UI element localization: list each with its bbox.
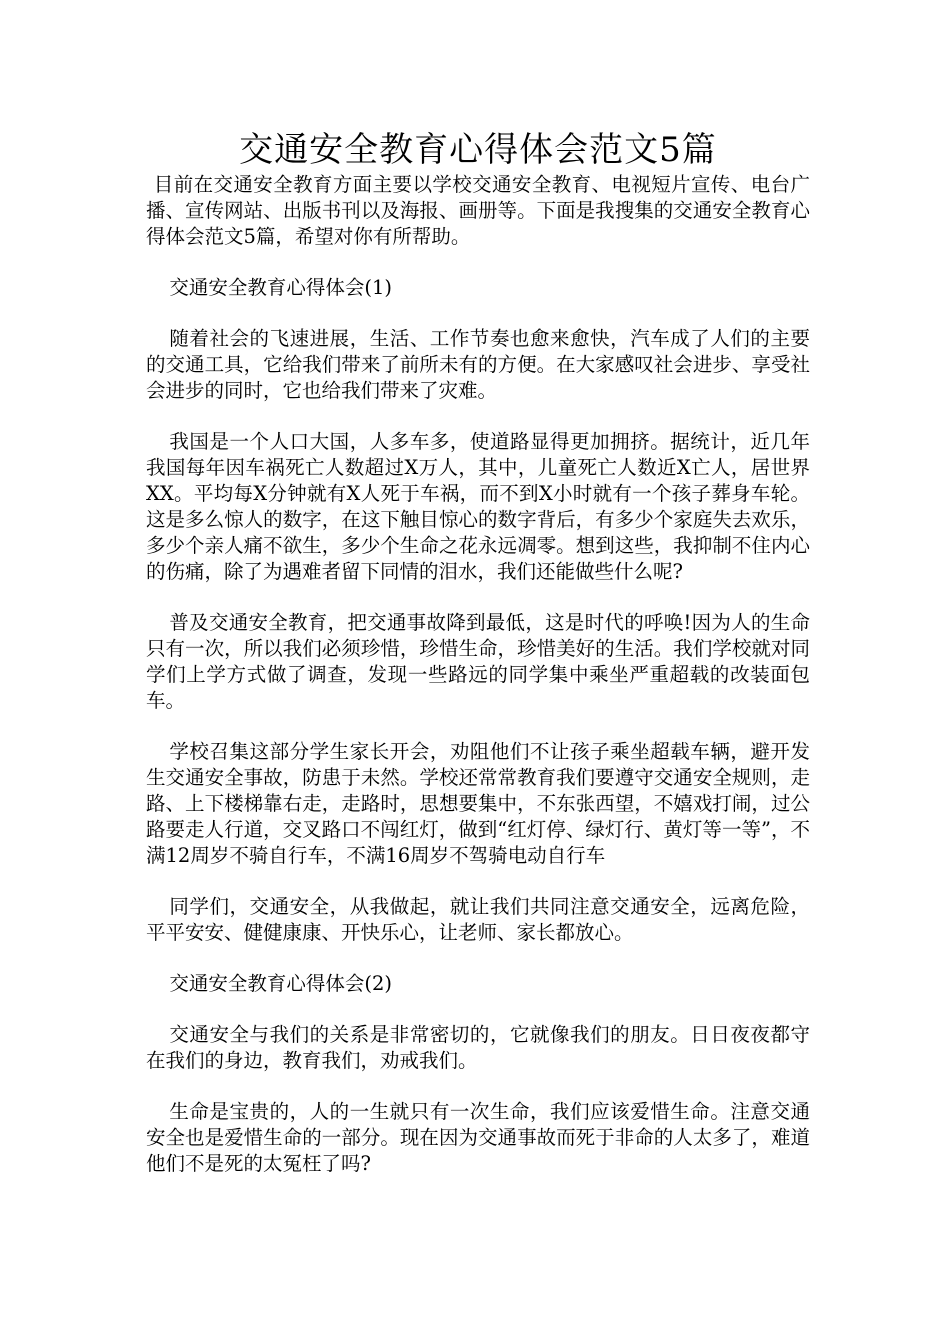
section-heading-1: 交通安全教育心得体会(1)	[169, 276, 393, 299]
body-paragraph: 我国是一个人口大国，人多车多，使道路显得更加拥挤。据统计，近几年我国每年因车祸死亡人数超过X万人，其中，儿童死亡人数近X亡人，居世界XX。平均每X分钟就有X人死于车祸，而不到X小时就有一个孩子葬身车轮。这是多么惊人的数字，在这下触目惊心的数字背后，有多少个家庭失去欢乐，多少个亲人痛不欲生，多少个生命之花永远凋零。想到这些，我抑制不住内心的伤痛，除了为遇难者留下同情的泪水，我们还能做些什么呢?	[146, 430, 810, 583]
body-paragraph: 普及交通安全教育，把交通事故降到最低，这是时代的呼唤!因为人的生命只有一次，所以我们必须珍惜，珍惜生命，珍惜美好的生活。我们学校就对同学们上学方式做了调查，发现一些路远的同学集中乘坐严重超载的改装面包车。	[146, 611, 810, 712]
intro-paragraph: 目前在交通安全教育方面主要以学校交通安全教育、电视短片宣传、电台广播、宣传网站、出版书刊以及海报、画册等。下面是我搜集的交通安全教育心得体会范文5篇，希望对你有所帮助。	[146, 173, 810, 248]
section-heading-2: 交通安全教育心得体会(2)	[169, 972, 393, 995]
body-paragraph: 交通安全与我们的关系是非常密切的，它就像我们的朋友。日日夜夜都守在我们的身边，教育我们，劝戒我们。	[146, 1023, 810, 1072]
document-title: 交通安全教育心得体会范文5篇	[239, 130, 717, 170]
body-paragraph: 同学们，交通安全，从我做起，就让我们共同注意交通安全，远离危险，平平安安、健健康康、开快乐心，让老师、家长都放心。	[146, 895, 810, 944]
document-page	[146, 128, 810, 1177]
body-paragraph: 生命是宝贵的，人的一生就只有一次生命，我们应该爱惜生命。注意交通安全也是爱惜生命的一部分。现在因为交通事故而死于非命的人太多了，难道他们不是死的太冤枉了吗?	[146, 1100, 810, 1175]
body-paragraph: 学校召集这部分学生家长开会，劝阻他们不让孩子乘坐超载车辆，避开发生交通安全事故，防患于未然。学校还常常教育我们要遵守交通安全规则，走路、上下楼梯靠右走，走路时，思想要集中，不东张西望，不嬉戏打闹，过公路要走人行道，交叉路口不闯红灯，做到“红灯停、绿灯行、黄灯等一等”，不满12周岁不骑自行车，不满16周岁不驾骑电动自行车	[146, 740, 810, 867]
body-paragraph: 随着社会的飞速进展，生活、工作节奏也愈来愈快，汽车成了人们的主要的交通工具，它给我们带来了前所未有的方便。在大家感叹社会进步、享受社会进步的同时，它也给我们带来了灾难。	[146, 327, 810, 402]
